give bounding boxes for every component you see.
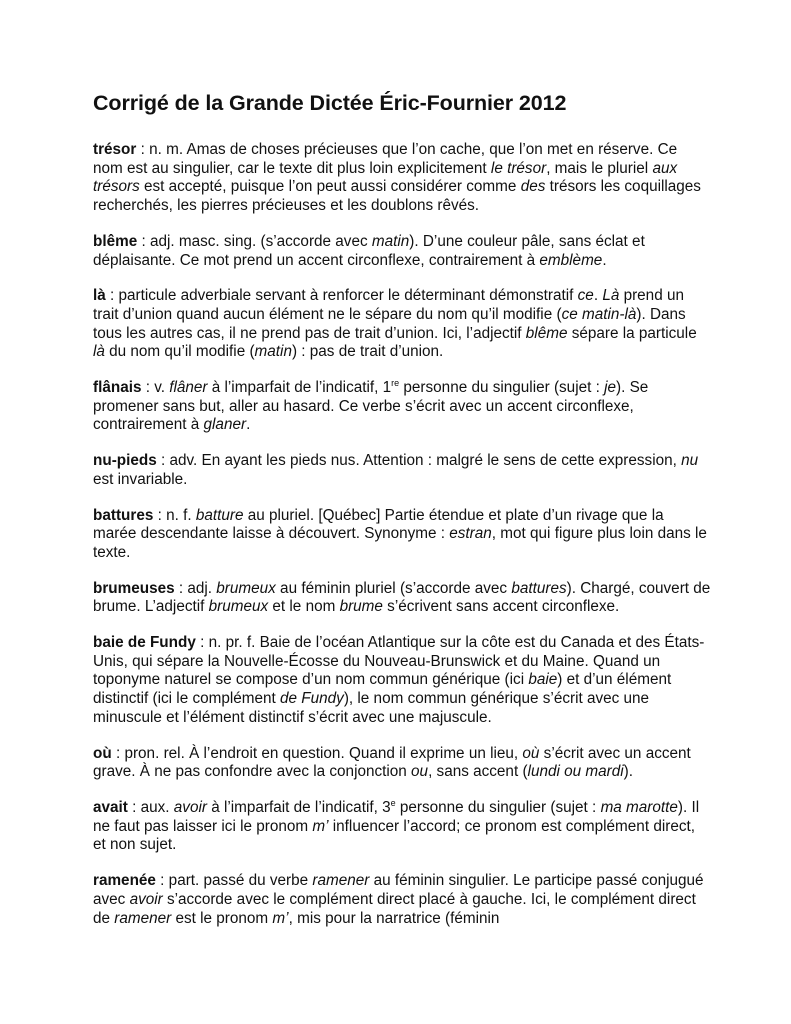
entry-text: , mot qui figure plus loin dans le texte. xyxy=(93,525,707,561)
italic-term: ce xyxy=(577,287,594,305)
entry-text: : n. f. xyxy=(153,506,196,524)
entry-text: : adj. masc. sing. (s’accorde avec xyxy=(137,232,372,250)
entry-text: . xyxy=(593,287,603,305)
italic-term: nu xyxy=(681,452,699,470)
entry-headword: là xyxy=(93,287,106,305)
entry-text: au féminin pluriel (s’accorde avec xyxy=(275,579,512,597)
italic-term: Là xyxy=(602,287,620,305)
superscript: re xyxy=(391,377,400,388)
entry-text: : n. pr. f. Baie de l’océan Atlantique sur la côte est du Canada et des États-Unis, qui sépare la Nouvelle-Écosse du Nouveau-Brunswick et du Maine. Quand un toponyme naturel se compose d’un nom commun générique (ici xyxy=(93,634,705,689)
italic-term: je xyxy=(604,379,617,397)
entry-text: influencer l’accord; ce pronom est complément direct, et non sujet. xyxy=(93,817,695,854)
italic-term: m’ xyxy=(312,817,329,835)
glossary-entry xyxy=(93,452,711,489)
italic-term: matin xyxy=(371,232,410,250)
glossary-entry xyxy=(93,580,711,617)
entry-text: ) : pas de trait d’union. xyxy=(291,343,444,361)
entry-text: , mis pour la narratrice (féminin xyxy=(288,909,500,927)
italic-term: emblème xyxy=(539,251,603,269)
italic-term: avoir xyxy=(129,890,163,908)
italic-term: brumeux xyxy=(216,579,276,597)
glossary-entry xyxy=(93,379,711,435)
entry-text: ). Il ne faut pas laisser ici le pronom xyxy=(93,798,700,835)
italic-term: avoir xyxy=(173,798,207,816)
entry-text: ). Dans tous les autres cas, il ne prend pas de trait d’union. Ici, l’adjectif xyxy=(93,305,686,342)
entry-text: du nom qu’il modifie ( xyxy=(104,343,255,361)
entry-text: et le nom xyxy=(268,598,340,616)
entry-text: : part. passé du verbe xyxy=(155,872,313,890)
italic-term: des xyxy=(520,178,546,196)
glossary-entry xyxy=(93,233,711,270)
italic-term: ce matin-là xyxy=(561,305,637,323)
entry-text: : particule adverbiale servant à renforcer le déterminant démonstratif xyxy=(105,287,578,305)
entry-text: : n. m. Amas de choses précieuses que l’on cache, que l’on met en réserve. Ce nom est au singulier, car le texte dit plus loin explicitement xyxy=(93,141,678,177)
entry-text: : pron. rel. À l’endroit en question. Quand il exprime un lieu, xyxy=(111,744,523,762)
entry-text: ), le nom commun générique s’écrit avec une minuscule et l’élément distinctif s’écrit avec une majuscule. xyxy=(93,690,650,726)
entry-text: au féminin singulier. Le participe passé conjugué avec xyxy=(93,872,704,908)
italic-term: brumeux xyxy=(208,598,269,616)
entry-text: au pluriel. [Québec] Partie étendue et plate d’un rivage que la marée descendante laisse à découvert. Synonyme : xyxy=(93,506,664,543)
entry-text: : v. xyxy=(141,379,170,397)
glossary-entry xyxy=(93,507,711,563)
entry-text: : adv. En ayant les pieds nus. Attention : malgré le sens de cette expression, xyxy=(156,452,682,470)
entry-text: à l’imparfait de l’indicatif, 1 xyxy=(207,379,392,397)
entry-text: personne du singulier (sujet : xyxy=(395,798,601,816)
entry-headword: battures xyxy=(93,506,154,524)
entry-text: ). xyxy=(623,763,633,781)
italic-term: flâner xyxy=(169,379,208,397)
entry-text: ). D’une couleur pâle, sans éclat et déplaisante. Ce mot prend un accent circonflexe, contrairement à xyxy=(93,232,645,269)
italic-term: baie xyxy=(528,671,558,689)
entry-headword: blême xyxy=(93,232,138,250)
entry-text: s’écrivent sans accent circonflexe. xyxy=(382,598,620,616)
entry-text: trésors les coquillages recherchés, les pierres précieuses et les doublons rêvés. xyxy=(93,178,701,215)
entry-text: personne du singulier (sujet : xyxy=(399,379,605,397)
entry-text: . xyxy=(246,416,251,434)
entry-text: ). Chargé, couvert de brume. L’adjectif xyxy=(93,579,711,616)
entry-text: à l’imparfait de l’indicatif, 3 xyxy=(206,798,391,816)
italic-term: estran xyxy=(449,525,492,543)
italic-term: battures xyxy=(511,579,567,597)
entry-headword: nu-pieds xyxy=(93,452,157,470)
entry-text: s’écrit avec un accent grave. À ne pas confondre avec la conjonction xyxy=(93,744,691,781)
italic-term: blême xyxy=(525,324,568,342)
italic-term: matin xyxy=(254,343,292,361)
glossary-entry xyxy=(93,141,711,216)
italic-term: aux trésors xyxy=(93,159,678,196)
glossary-entry xyxy=(93,799,711,855)
entry-text: : adj. xyxy=(174,579,217,597)
entry-headword: brumeuses xyxy=(93,579,175,597)
italic-term: batture xyxy=(195,506,244,524)
entry-headword: ramenée xyxy=(93,872,156,890)
glossary-entry xyxy=(93,287,711,362)
entry-headword: baie de Fundy xyxy=(93,634,196,652)
italic-term: de Fundy xyxy=(280,690,344,708)
entry-text: est invariable. xyxy=(93,470,188,488)
italic-term: ma marotte xyxy=(600,798,678,816)
italic-term: le trésor xyxy=(490,159,547,177)
superscript: e xyxy=(390,797,396,808)
entry-headword: avait xyxy=(93,798,128,816)
entry-text: , sans accent ( xyxy=(428,763,528,781)
entry-text: sépare la particule xyxy=(567,324,697,342)
italic-term: ramener xyxy=(114,909,172,927)
entry-text: est accepté, puisque l’on peut aussi considérer comme xyxy=(139,178,521,196)
glossary-entry xyxy=(93,872,711,928)
italic-term: brume xyxy=(339,598,383,616)
italic-term: ramener xyxy=(312,872,370,890)
entry-headword: trésor xyxy=(93,141,137,158)
italic-term: où xyxy=(522,744,540,762)
italic-term: m’ xyxy=(272,909,289,927)
page-title: Corrigé de la Grande Dictée Éric-Fournier 2012 xyxy=(93,91,567,115)
italic-term: glaner xyxy=(203,416,247,434)
italic-term: là xyxy=(93,343,105,361)
glossary-entry xyxy=(93,634,711,728)
entry-text: , mais le pluriel xyxy=(546,159,653,177)
entry-text: ). Se promener sans but, aller au hasard. Ce verbe s’écrit avec un accent circonflexe, contrairement à xyxy=(93,379,649,434)
entry-text: ) et d’un élément distinctif (ici le complément xyxy=(93,671,672,708)
entry-text: est le pronom xyxy=(171,909,273,927)
entry-text: . xyxy=(602,251,607,269)
entry-text: prend un trait d’union quand aucun élément ne le sépare du nom qu’il modifie ( xyxy=(93,287,684,323)
entry-headword: où xyxy=(93,744,112,762)
glossary-entry xyxy=(93,745,711,782)
italic-term: ou xyxy=(411,763,429,781)
entry-text: : aux. xyxy=(127,798,174,816)
italic-term: lundi ou mardi xyxy=(527,763,624,781)
entry-headword: flânais xyxy=(93,379,142,397)
entry-text: s’accorde avec le complément direct placé à gauche. Ici, le complément direct de xyxy=(93,890,696,927)
glossary-entries xyxy=(93,141,711,928)
